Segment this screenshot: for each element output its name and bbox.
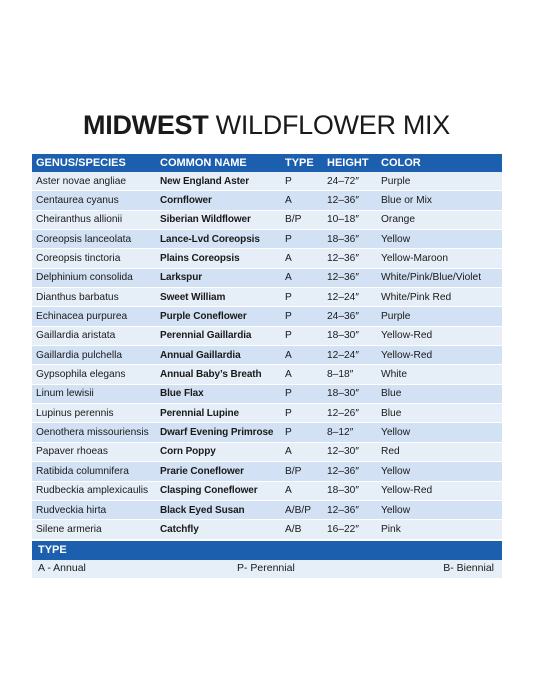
cell-genus: Echinacea purpurea xyxy=(32,307,156,326)
cell-common-name: Annual Gaillardia xyxy=(156,346,281,365)
cell-type: A xyxy=(281,346,323,365)
cell-type: A xyxy=(281,249,323,268)
type-legend xyxy=(32,541,502,578)
legend-perennial: P- Perennial xyxy=(237,562,295,574)
cell-genus: Papaver rhoeas xyxy=(32,442,156,461)
cell-genus: Coreopsis tinctoria xyxy=(32,249,156,268)
table-row xyxy=(32,230,502,249)
cell-common-name: Clasping Coneflower xyxy=(156,481,281,500)
cell-height: 18–30″ xyxy=(323,326,377,345)
cell-height: 8–18″ xyxy=(323,365,377,384)
table-row xyxy=(32,520,502,539)
cell-genus: Delphinium consolida xyxy=(32,268,156,287)
table-row xyxy=(32,500,502,519)
cell-color: Yellow xyxy=(377,423,502,442)
cell-common-name: Sweet William xyxy=(156,288,281,307)
legend-annual: A - Annual xyxy=(38,562,86,574)
cell-color: Yellow-Red xyxy=(377,326,502,345)
table-row xyxy=(32,268,502,287)
cell-genus: Centaurea cyanus xyxy=(32,191,156,210)
cell-common-name: Black Eyed Susan xyxy=(156,500,281,519)
cell-type: A/B xyxy=(281,520,323,539)
cell-height: 12–36″ xyxy=(323,462,377,481)
cell-genus: Dianthus barbatus xyxy=(32,288,156,307)
table-row xyxy=(32,326,502,345)
header-color: COLOR xyxy=(377,154,502,172)
table-row xyxy=(32,288,502,307)
cell-type: P xyxy=(281,172,323,191)
cell-height: 12–24″ xyxy=(323,346,377,365)
cell-genus: Coreopsis lanceolata xyxy=(32,230,156,249)
cell-color: Orange xyxy=(377,210,502,229)
cell-color: Yellow-Red xyxy=(377,346,502,365)
cell-type: A xyxy=(281,481,323,500)
cell-height: 8–12″ xyxy=(323,423,377,442)
wildflower-table xyxy=(32,154,502,540)
cell-color: Blue or Mix xyxy=(377,191,502,210)
cell-genus: Oenothera missouriensis xyxy=(32,423,156,442)
table-row xyxy=(32,481,502,500)
cell-color: Yellow xyxy=(377,462,502,481)
cell-type: B/P xyxy=(281,210,323,229)
cell-color: Yellow xyxy=(377,230,502,249)
cell-height: 12–36″ xyxy=(323,249,377,268)
cell-type: A xyxy=(281,268,323,287)
cell-height: 18–30″ xyxy=(323,384,377,403)
header-height: HEIGHT xyxy=(323,154,377,172)
table-row xyxy=(32,191,502,210)
page-title xyxy=(0,108,533,142)
cell-height: 12–36″ xyxy=(323,268,377,287)
cell-genus: Lupinus perennis xyxy=(32,404,156,423)
table-row xyxy=(32,462,502,481)
legend-title: TYPE xyxy=(32,541,502,560)
cell-type: P xyxy=(281,423,323,442)
table-row xyxy=(32,404,502,423)
cell-type: B/P xyxy=(281,462,323,481)
cell-genus: Aster novae angliae xyxy=(32,172,156,191)
cell-height: 18–30″ xyxy=(323,481,377,500)
cell-common-name: Corn Poppy xyxy=(156,442,281,461)
table-row xyxy=(32,249,502,268)
cell-color: Red xyxy=(377,442,502,461)
cell-common-name: Dwarf Evening Primrose xyxy=(156,423,281,442)
cell-common-name: Catchfly xyxy=(156,520,281,539)
table-body xyxy=(32,172,502,539)
cell-genus: Rudveckia hirta xyxy=(32,500,156,519)
cell-color: Pink xyxy=(377,520,502,539)
cell-height: 16–22″ xyxy=(323,520,377,539)
cell-color: Yellow-Maroon xyxy=(377,249,502,268)
table-row xyxy=(32,307,502,326)
cell-height: 12–36″ xyxy=(323,500,377,519)
cell-genus: Rudbeckia amplexicaulis xyxy=(32,481,156,500)
cell-color: White/Pink/Blue/Violet xyxy=(377,268,502,287)
cell-color: White/Pink Red xyxy=(377,288,502,307)
header-common-name: COMMON NAME xyxy=(156,154,281,172)
cell-height: 24–72″ xyxy=(323,172,377,191)
cell-common-name: Siberian Wildflower xyxy=(156,210,281,229)
cell-type: A xyxy=(281,191,323,210)
cell-common-name: Perennial Lupine xyxy=(156,404,281,423)
legend-biennial: B- Biennial xyxy=(443,562,494,574)
cell-genus: Gypsophila elegans xyxy=(32,365,156,384)
cell-color: Yellow xyxy=(377,500,502,519)
cell-type: P xyxy=(281,307,323,326)
cell-common-name: Cornflower xyxy=(156,191,281,210)
table-row xyxy=(32,210,502,229)
header-type: TYPE xyxy=(281,154,323,172)
cell-color: Blue xyxy=(377,404,502,423)
cell-type: A/B/P xyxy=(281,500,323,519)
cell-genus: Gaillardia pulchella xyxy=(32,346,156,365)
cell-common-name: Annual Baby’s Breath xyxy=(156,365,281,384)
cell-genus: Cheiranthus allionii xyxy=(32,210,156,229)
cell-common-name: New England Aster xyxy=(156,172,281,191)
cell-color: Yellow-Red xyxy=(377,481,502,500)
cell-common-name: Plains Coreopsis xyxy=(156,249,281,268)
cell-height: 18–36″ xyxy=(323,230,377,249)
cell-color: Blue xyxy=(377,384,502,403)
cell-type: A xyxy=(281,365,323,384)
table-header-row xyxy=(32,154,502,172)
cell-genus: Linum lewisii xyxy=(32,384,156,403)
cell-type: P xyxy=(281,384,323,403)
cell-height: 12–30″ xyxy=(323,442,377,461)
title-bold: MIDWEST xyxy=(83,110,209,140)
cell-type: P xyxy=(281,230,323,249)
table-row xyxy=(32,346,502,365)
cell-common-name: Blue Flax xyxy=(156,384,281,403)
cell-height: 10–18″ xyxy=(323,210,377,229)
table-row xyxy=(32,172,502,191)
cell-height: 12–36″ xyxy=(323,191,377,210)
cell-color: Purple xyxy=(377,172,502,191)
cell-height: 24–36″ xyxy=(323,307,377,326)
cell-type: P xyxy=(281,326,323,345)
cell-common-name: Prarie Coneflower xyxy=(156,462,281,481)
table-row xyxy=(32,442,502,461)
cell-common-name: Lance-Lvd Coreopsis xyxy=(156,230,281,249)
table-row xyxy=(32,384,502,403)
cell-color: White xyxy=(377,365,502,384)
legend-body xyxy=(32,560,502,578)
cell-genus: Gaillardia aristata xyxy=(32,326,156,345)
cell-common-name: Perennial Gaillardia xyxy=(156,326,281,345)
cell-genus: Ratibida columnifera xyxy=(32,462,156,481)
cell-type: P xyxy=(281,288,323,307)
cell-color: Purple xyxy=(377,307,502,326)
cell-height: 12–26″ xyxy=(323,404,377,423)
cell-type: P xyxy=(281,404,323,423)
table-row xyxy=(32,365,502,384)
cell-height: 12–24″ xyxy=(323,288,377,307)
cell-genus: Silene armeria xyxy=(32,520,156,539)
header-genus: GENUS/SPECIES xyxy=(32,154,156,172)
cell-common-name: Larkspur xyxy=(156,268,281,287)
cell-common-name: Purple Coneflower xyxy=(156,307,281,326)
table-row xyxy=(32,423,502,442)
title-rest: WILDFLOWER MIX xyxy=(215,110,450,140)
cell-type: A xyxy=(281,442,323,461)
